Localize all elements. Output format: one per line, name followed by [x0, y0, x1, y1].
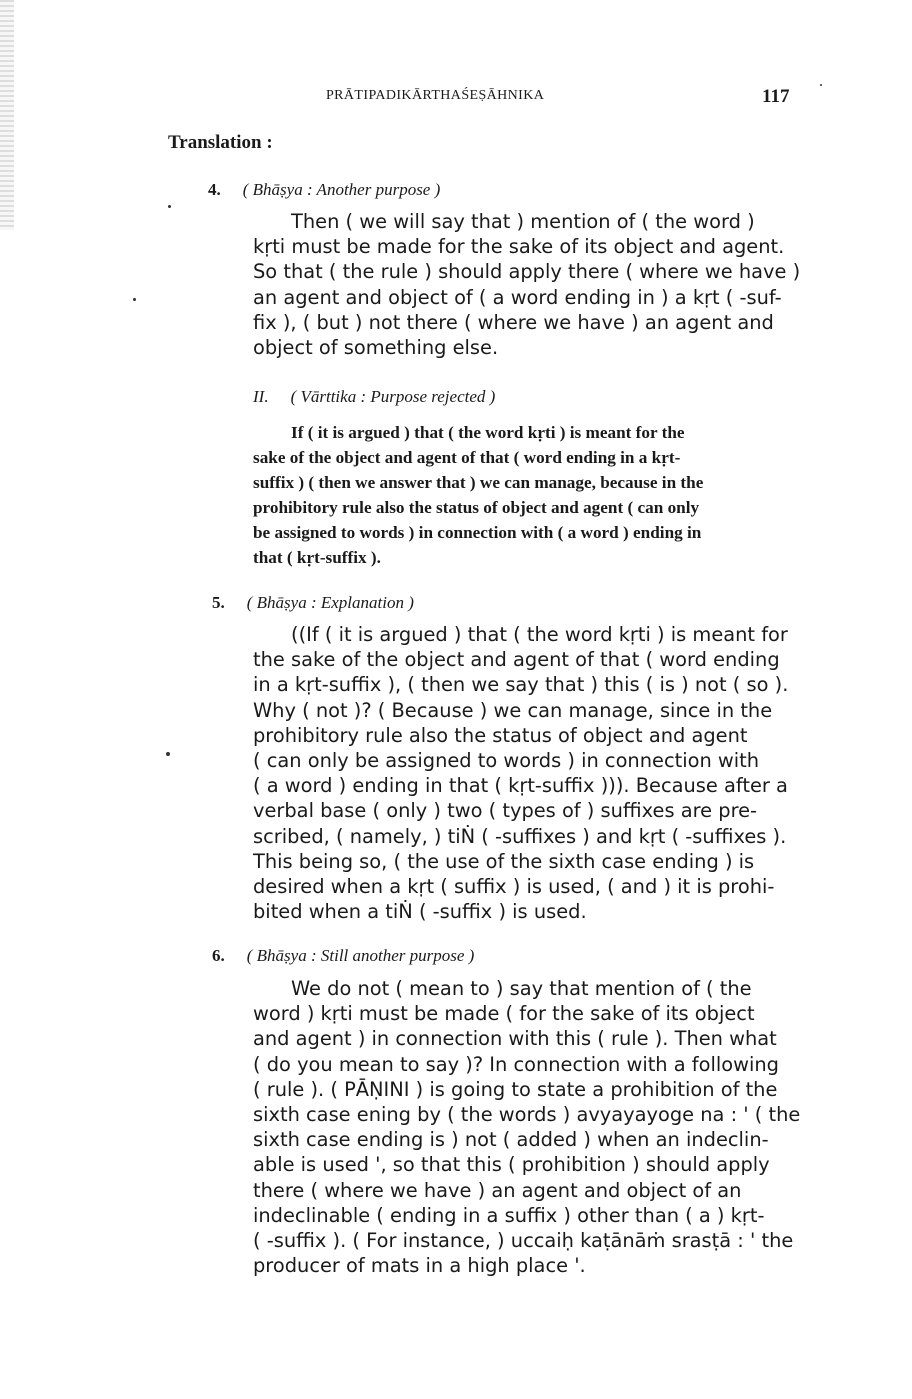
text-line: sake of the object and agent of that ( word ending in a kṛt-: [253, 448, 681, 467]
text-line: kṛti must be made for the sake of its object and agent.: [253, 235, 785, 259]
text-line: word ) kṛti must be made ( for the sake of its object: [253, 1002, 755, 1026]
text-line: suffix ) ( then we answer that ) we can manage, because in the: [253, 473, 704, 492]
text-line: be assigned to words ) in connection with ( a word ) ending in: [253, 523, 702, 542]
text-line: prohibitory rule also the status of object and agent: [253, 723, 748, 747]
running-title: PRĀTIPADIKĀRTHAŚEṢĀHNIKA: [326, 88, 545, 103]
section-5-header: [212, 593, 414, 613]
text-line: ((If ( it is argued ) that ( the word kṛti ) is meant for: [291, 623, 788, 646]
text-line: ( -suffix ). ( For instance, ) uccaiḥ kaṭānāṁ srasṭā : ' the: [253, 1229, 794, 1253]
section-number: 4.: [208, 180, 221, 199]
text-line: ( rule ). ( PĀṆINI ) is going to state a prohibition of the: [253, 1077, 778, 1101]
text-line: ( can only be assigned to words ) in connection with: [253, 749, 760, 773]
scan-speck: [168, 205, 171, 208]
section-label: ( Bhāṣya : Explanation ): [246, 593, 414, 612]
section-number: II.: [253, 387, 269, 406]
text-line: object of something else.: [253, 336, 499, 360]
section-number: 5.: [212, 593, 225, 612]
translation-heading: Translation :: [168, 132, 273, 153]
text-line: desired when a kṛt ( suffix ) is used, ( and ) it is prohi-: [253, 875, 775, 899]
text-line: the sake of the object and agent of that ( word ending: [253, 648, 780, 672]
section-4-text: [253, 209, 809, 360]
page-number: 117: [762, 86, 790, 107]
text-line: verbal base ( only ) two ( types of ) suffixes are pre-: [253, 799, 758, 823]
text-line: there ( where we have ) an agent and object of an: [253, 1178, 742, 1202]
text-line: This being so, ( the use of the sixth case ending ) is: [253, 849, 755, 873]
section-label: ( Bhāṣya : Still another purpose ): [246, 946, 475, 965]
text-line: an agent and object of ( a word ending in ) a kṛt ( -suf-: [253, 285, 782, 309]
scan-speck: [133, 298, 136, 301]
section-label: ( Bhāṣya : Another purpose ): [242, 180, 441, 199]
text-line: We do not ( mean to ) say that mention of ( the: [291, 977, 752, 1000]
text-line: producer of mats in a high place '.: [253, 1254, 586, 1278]
text-line: sixth case ening by ( the words ) avyayayoge na : ' ( the: [253, 1103, 801, 1127]
text-line: in a kṛt-suffix ), ( then we say that ) this ( is ) not ( so ).: [253, 673, 789, 697]
section-5-text: [253, 622, 809, 924]
section-number: 6.: [212, 946, 225, 965]
scan-edge: [0, 0, 14, 230]
section-label: ( Vārttika : Purpose rejected ): [290, 387, 496, 406]
text-line: scribed, ( namely, ) tiṄ ( -suffixes ) and kṛt ( -suffixes ).: [253, 824, 787, 848]
text-line: prohibitory rule also the status of object and agent ( can only: [253, 498, 700, 517]
section-6-text: [253, 976, 809, 1278]
text-line: bited when a tiṄ ( -suffix ) is used.: [253, 900, 587, 924]
scan-speck: [820, 84, 822, 86]
text-line: able is used ', so that this ( prohibition ) should apply: [253, 1153, 770, 1177]
text-line: ( do you mean to say )? In connection with a following: [253, 1052, 779, 1076]
text-line: sixth case ending is ) not ( added ) when an indeclin-: [253, 1128, 769, 1152]
section-6-header: [212, 946, 474, 966]
text-line: fix ), ( but ) not there ( where we have ) an agent and: [253, 310, 774, 334]
text-line: If ( it is argued ) that ( the word kṛti ) is meant for the: [291, 423, 685, 442]
section-4-header: [208, 180, 440, 200]
text-line: and agent ) in connection with this ( rule ). Then what: [253, 1027, 777, 1051]
varttika-2-header: [253, 387, 495, 407]
text-line: ( a word ) ending in that ( kṛt-suffix ))). Because after a: [253, 774, 788, 798]
text-line: Why ( not )? ( Because ) we can manage, since in the: [253, 698, 773, 722]
text-line: Then ( we will say that ) mention of ( the word ): [291, 210, 755, 233]
text-line: So that ( the rule ) should apply there ( where we have ): [253, 260, 801, 284]
varttika-2-text: [253, 420, 809, 570]
text-line: that ( kṛt-suffix ).: [253, 548, 381, 567]
text-line: indeclinable ( ending in a suffix ) other than ( a ) kṛt-: [253, 1203, 765, 1227]
scan-speck: [166, 752, 170, 756]
